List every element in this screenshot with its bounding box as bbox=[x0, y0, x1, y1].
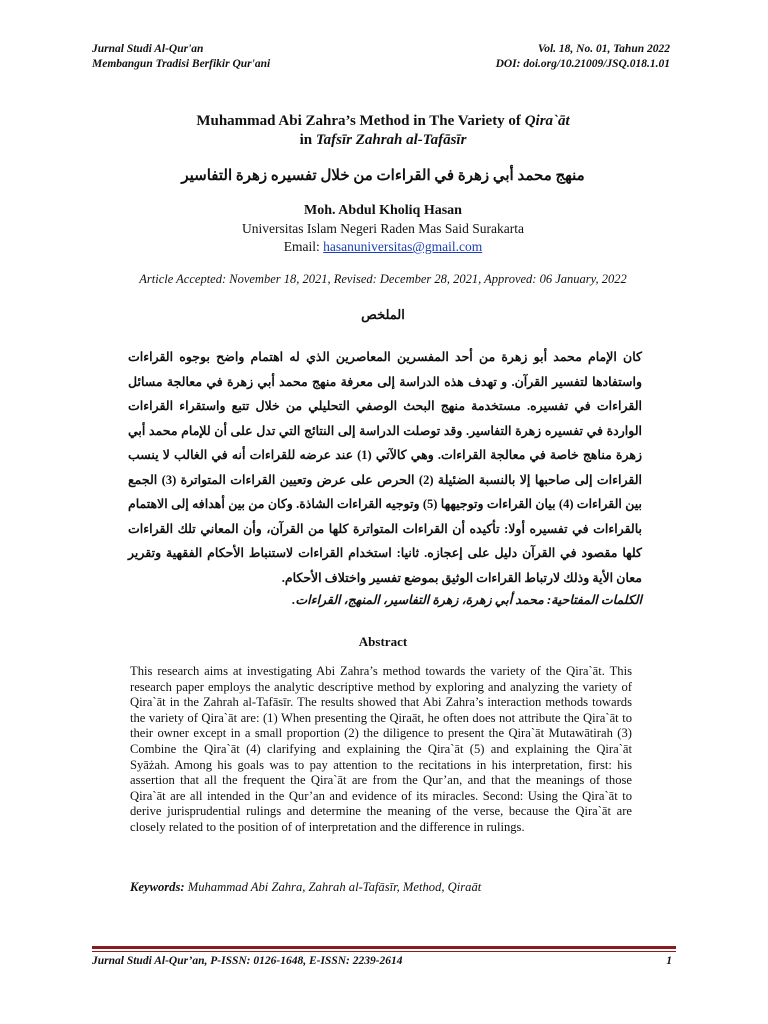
journal-tagline: Membangun Tradisi Berfikir Qur'ani bbox=[92, 58, 271, 70]
keywords-label: Keywords: bbox=[130, 880, 185, 894]
keywords-list: Muhammad Abi Zahra, Zahrah al-Tafāsīr, Method, Qiraāt bbox=[184, 880, 482, 894]
journal-name: Jurnal Studi Al-Qur'an bbox=[92, 43, 204, 55]
title-line-1: Muhammad Abi Zahra’s Method in The Variety of Qira`āt bbox=[196, 113, 570, 129]
author-name: Moh. Abdul Kholiq Hasan bbox=[304, 203, 462, 218]
volume-info: Vol. 18, No. 01, Tahun 2022 bbox=[537, 43, 670, 55]
arabic-abstract-heading: الملخص bbox=[361, 307, 405, 322]
paper-title bbox=[92, 112, 674, 150]
footer-rule-thick bbox=[92, 946, 676, 949]
abstract-body: This research aims at investigating Abi Zahra’s method towards the variety of the Qira`āt. This research paper employs the analytic descriptive method by exploring and analyzing the variety of Qira`āt in the Zahrah al-Tafāsīr. The results showed that Abi Zahra’s interaction methods towards the variety of Qira`āt are: (1) When presenting the Qiraāt, he often does not attribute the Qira`āt to their owner except in a small proportion (2) the diligence to present the Qira`āt Mutawātirah (3) Combine the Qira`āt (4) clarifying and explaining the Qira`āt (5) and explaining the Qira`āt Syāżah. Among his goals was to pay attention to the recitations in his interpretation, first: his assertion that all the frequent the Qira`āt are from the Qur’an, and that the meanings of those Qira`āt are all intended in the Qur’an and evidence of its miracles. Second: Using the Qira`āt to derive jurisprudential rulings and determine the meaning of the verse, because the Qira`āt are closely related to the position of of interpretation and the difference in rulings. bbox=[130, 664, 632, 834]
arabic-abstract-body: كان الإمام محمد أبو زهرة من أحد المفسرين المعاصرين الذي له اهتمام واضح بوجوه القراءات واستفادها لتفسير القرآن. و تهدف هذه الدراسة إلى معرفة منهج محمد أبي زهرة في معالجة مسائل القراءات في تفسيره. مستخدمة منهج البحث الوصفي التحليلي من خلال تتبع واستقراء القراءات الواردة في تفسيره زهرة التفاسير. وقد توصلت الدراسة إلى النتائج التي تدل على أن للإمام محمد أبي زهرة مناهج خاصة في معالجة القراءات. وهي كالآتي (1) عند عرضه للقراءات أنه في الغالب لا ينسب القراءات إلى صاحبها إلا بالنسبة الضئيلة (2) الحرص على عرض وتعيين القراءات المتواترة (3) الجمع بين القراءات (4) بيان القراءات وتوجيهها (5) وتوجيه القراءات الشاذة. وكان من بين أهدافه إلى الاهتمام بالقراءات في تفسيره أولا: تأكيده أن القراءات المتواترة كلها من القرآن، وأن المعاني تلك القراءات كلها مقصود في القرآن دليل على إعجازه. ثانيا: استخدام القراءات لاستنباط الأحكام الفقهية وتقرير معان الأية وذلك لارتباط القراءات الوثيق بموضع تفسير واختلاف الأحكام. bbox=[128, 350, 642, 585]
page-number: 1 bbox=[666, 955, 672, 967]
affiliation: Universitas Islam Negeri Raden Mas Said Surakarta bbox=[242, 221, 524, 236]
abstract-heading: Abstract bbox=[358, 634, 408, 649]
footer bbox=[92, 955, 676, 967]
running-header-right bbox=[496, 42, 670, 72]
keywords-line bbox=[130, 880, 650, 895]
footer-rule-thin bbox=[92, 951, 676, 952]
email-line: Email: hasanuniversitas@gmail.com bbox=[283, 239, 483, 254]
footer-journal-issn: Jurnal Studi Al-Qur’an, P-ISSN: 0126-1648, E-ISSN: 2239-2614 bbox=[92, 955, 403, 967]
email-link[interactable]: hasanuniversitas@gmail.com bbox=[323, 239, 483, 254]
title-line-2: in Tafsīr Zahrah al-Tafāsīr bbox=[299, 132, 467, 148]
running-header-left bbox=[92, 42, 270, 72]
arabic-title: منهج محمد أبي زهرة في القراءات من خلال تفسيره زهرة التفاسير bbox=[181, 168, 585, 184]
arabic-keywords: الكلمات المفتاحية: محمد أبي زهرة، زهرة التفاسير، المنهج، القراءات. bbox=[292, 593, 642, 607]
author-affiliation-block bbox=[92, 220, 674, 256]
doi-info: DOI: doi.org/10.21009/JSQ.018.1.01 bbox=[495, 58, 670, 70]
article-dates: Article Accepted: November 18, 2021, Revised: December 28, 2021, Approved: 06 January, 2022 bbox=[139, 272, 627, 286]
